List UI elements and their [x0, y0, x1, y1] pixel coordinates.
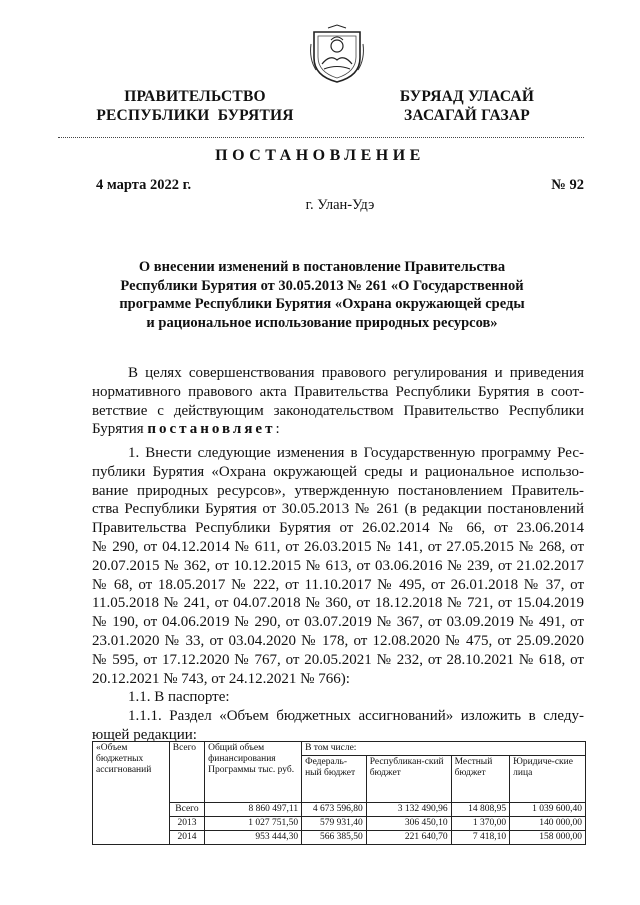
paragraph-line: № 68, от 18.05.2017 № 222, от 11.10.2017 № 495, от 26.01.2018 № 37, от — [92, 576, 584, 593]
paragraph-line: 20.12.2021 № 743, от 24.12.2021 № 766): — [92, 670, 350, 687]
table-cell: 158 000,00 — [510, 831, 586, 845]
table-cell: 140 000,00 — [510, 817, 586, 831]
paragraph-line: публики Бурятия «Охрана окружающей среды и рациональное использо- — [92, 463, 584, 480]
table-row — [93, 803, 586, 817]
table-cell: 1 027 751,50 — [205, 817, 302, 831]
document-type: ПОСТАНОВЛЕНИЕ — [215, 147, 425, 164]
table-cell: 14 808,95 — [451, 803, 510, 817]
table-cell: 2014 — [169, 831, 204, 845]
subitem-line: ющей редакции: — [92, 726, 197, 743]
paragraph-line: нормативного правового акта Правительства Республики Бурятия в соот- — [92, 383, 584, 400]
paragraph-line — [92, 420, 584, 439]
table-cell: 8 860 497,11 — [205, 803, 302, 817]
header-left-line2: РЕСПУБЛИКИ БУРЯТИЯ — [96, 107, 294, 124]
document-date: 4 марта 2022 г. — [96, 177, 192, 193]
paragraph-line: 11.05.2018 № 241, от 04.07.2018 № 360, от 18.12.2018 № 721, от 15.04.2019 — [92, 595, 584, 612]
table-header-row — [93, 742, 586, 756]
header-right-line1: БУРЯАД УЛАСАЙ — [399, 88, 535, 105]
subitem-line: 1.1.1. Раздел «Объем бюджетных ассигнований» изложить в следу- — [128, 708, 584, 725]
paragraph-line: № 595, от 17.12.2020 № 767, от 20.05.2021 № 232, от 28.10.2021 № 618, от — [92, 651, 584, 668]
table-cell: 566 385,50 — [302, 831, 367, 845]
document-number: № 92 — [551, 177, 584, 193]
table-cell: 953 444,30 — [205, 831, 302, 845]
title-line: Республики Бурятия от 30.05.2013 № 261 «О Государственной — [120, 277, 524, 294]
table-cell-empty — [93, 831, 170, 845]
table-cell: 579 931,40 — [302, 817, 367, 831]
paragraph-line: Правительства Республики Бурятия от 26.02.2014 № 66, от 23.06.2014 — [92, 520, 584, 537]
title-line: программе Республики Бурятия «Охрана окружающей среды — [119, 296, 525, 312]
table-header-cell: Федераль-ный бюджет — [302, 756, 367, 803]
paragraph-line: вание природных ресурсов», утвержденную постановлением Правитель- — [92, 482, 584, 499]
paragraph-line: ства Республики Бурятия от 30.05.2013 № 261 (в редакции постановлений — [92, 501, 584, 518]
table-cell: 7 418,10 — [451, 831, 510, 845]
title-line: и рациональное использование природных ресурсов» — [146, 314, 498, 331]
table-cell: 1 370,00 — [451, 817, 510, 831]
paragraph-line: 20.07.2015 № 362, от 10.12.2015 № 613, от 03.06.2016 № 239, от 21.02.2017 — [92, 557, 584, 574]
document-title — [60, 258, 584, 332]
paragraph-line: ветствие с действующим законодательством Правительство Республики — [92, 402, 584, 419]
header-left — [80, 87, 310, 125]
document-city: г. Улан-Удэ — [305, 197, 375, 213]
table-header-cell: Республикан-ский бюджет — [366, 756, 451, 803]
main-paragraph — [92, 444, 584, 745]
table-header-cell: Местный бюджет — [451, 756, 510, 803]
table-header-cell: Общий объем финансирования Программы тыс. руб. — [205, 742, 302, 803]
header-divider — [58, 137, 584, 138]
resolve-word: постановляет — [147, 421, 276, 438]
table-header-cell: Юридиче-ские лица — [510, 756, 586, 803]
table-cell: 2013 — [169, 817, 204, 831]
table-cell: 1 039 600,40 — [510, 803, 586, 817]
header-right-line2: ЗАСАГАЙ ГАЗАР — [404, 107, 530, 124]
preamble-paragraph — [92, 364, 584, 439]
table-row-label: «Объем бюджетных ассигнований — [93, 742, 170, 803]
paragraph-text: : — [275, 421, 280, 438]
table-cell-empty — [93, 817, 170, 831]
table-row — [93, 831, 586, 845]
header-right — [372, 87, 562, 125]
paragraph-line: № 190, от 04.06.2019 № 290, от 03.07.2019 № 367, от 03.09.2019 № 491, от — [92, 614, 584, 631]
budget-table — [92, 741, 586, 845]
table-header-cell: В том числе: — [302, 742, 586, 756]
header-left-line1: ПРАВИТЕЛЬСТВО — [124, 88, 266, 105]
table-header-cell: Всего — [169, 742, 204, 803]
table-cell: 221 640,70 — [366, 831, 451, 845]
table-cell: 3 132 490,96 — [366, 803, 451, 817]
table-cell: 306 450,10 — [366, 817, 451, 831]
title-line: О внесении изменений в постановление Правительства — [138, 259, 506, 275]
paragraph-line: В целях совершенствования правового регулирования и приведения — [128, 365, 584, 381]
subitem-line: 1.1. В паспорте: — [128, 689, 230, 706]
paragraph-text: Бурятия — [92, 421, 148, 438]
table-cell: 4 673 596,80 — [302, 803, 367, 817]
table-cell-empty — [93, 803, 170, 817]
paragraph-line: № 290, от 04.12.2014 № 611, от 26.03.2015 № 141, от 27.05.2015 № 268, от — [92, 538, 584, 555]
paragraph-line: 23.01.2020 № 33, от 03.04.2020 № 178, от 12.08.2020 № 475, от 25.09.2020 — [92, 632, 584, 649]
coat-of-arms-icon — [308, 24, 366, 84]
table-row — [93, 817, 586, 831]
table-cell: Всего — [169, 803, 204, 817]
paragraph-line: 1. Внести следующие изменения в Государственную программу Рес- — [128, 445, 584, 461]
